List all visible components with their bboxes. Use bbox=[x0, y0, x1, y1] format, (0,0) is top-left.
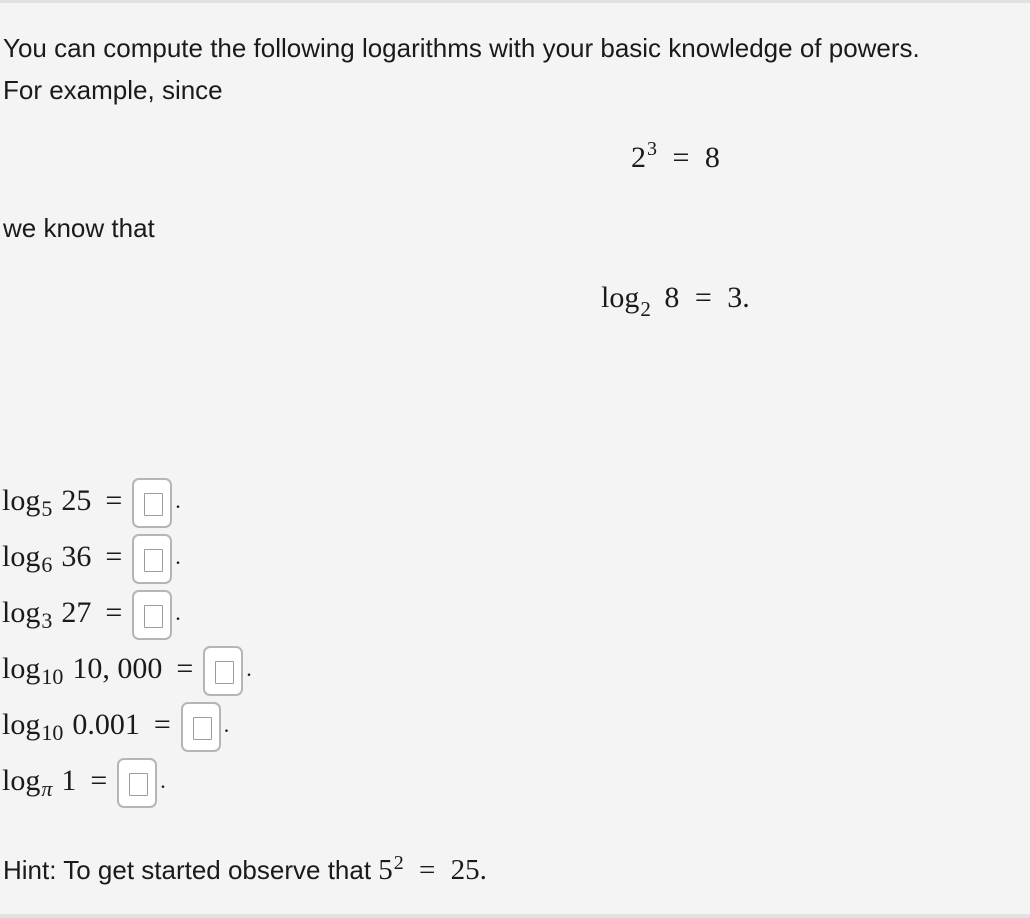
intro-line-1: You can compute the following logarithms with your basic knowledge of powers. bbox=[3, 33, 920, 63]
answer-input-log6-36[interactable] bbox=[132, 534, 172, 584]
example-log-equals: = bbox=[694, 281, 712, 314]
hint-equation bbox=[378, 854, 487, 886]
log-func: log bbox=[2, 484, 41, 517]
log-argument: 1 bbox=[61, 764, 77, 797]
period: . bbox=[160, 768, 166, 793]
answer-input-log10-0001[interactable] bbox=[181, 702, 221, 752]
log-base: π bbox=[41, 776, 53, 801]
equals-sign: = bbox=[105, 484, 123, 517]
problem-row bbox=[2, 529, 181, 585]
hint-base: 5 bbox=[378, 854, 393, 886]
intro-line-2: For example, since bbox=[3, 75, 223, 105]
period: . bbox=[175, 544, 181, 569]
equals-sign: = bbox=[90, 764, 108, 797]
period: . bbox=[223, 712, 230, 737]
equals-sign: = bbox=[105, 596, 123, 629]
example-log-func: log bbox=[601, 281, 640, 314]
example-power-equation bbox=[631, 140, 720, 179]
problem-row bbox=[2, 753, 166, 809]
log-argument: 27 bbox=[61, 596, 92, 629]
top-divider bbox=[0, 0, 1030, 3]
hint-exponent: 2 bbox=[393, 852, 404, 874]
problem-row bbox=[2, 641, 252, 697]
example-log-result: 3. bbox=[727, 281, 750, 314]
answer-input-log5-25[interactable] bbox=[132, 478, 172, 528]
log-base: 10 bbox=[41, 720, 64, 745]
problem-row bbox=[2, 697, 229, 753]
bottom-divider bbox=[0, 914, 1030, 918]
log-base: 10 bbox=[41, 664, 64, 689]
log-func: log bbox=[2, 540, 41, 573]
log-func: log bbox=[2, 652, 41, 685]
log-base: 3 bbox=[41, 608, 53, 633]
equals-sign: = bbox=[176, 652, 194, 685]
example-log-base: 2 bbox=[640, 297, 651, 321]
we-know-that-text: we know that bbox=[3, 213, 155, 243]
log-func: log bbox=[2, 708, 41, 741]
answer-input-log3-27[interactable] bbox=[132, 590, 172, 640]
log-func: log bbox=[2, 596, 41, 629]
answer-input-logpi-1[interactable] bbox=[117, 758, 157, 808]
log-base: 6 bbox=[41, 552, 53, 577]
example-power-equals: = bbox=[672, 141, 690, 174]
hint-text: Hint: To get started observe that bbox=[3, 855, 372, 885]
log-argument: 0.001 bbox=[72, 708, 140, 741]
equals-sign: = bbox=[153, 708, 171, 741]
problem-row bbox=[2, 585, 181, 641]
hint-equals: = bbox=[419, 854, 436, 886]
example-power-base: 2 bbox=[631, 141, 646, 174]
hint bbox=[3, 854, 487, 889]
problem-row bbox=[2, 473, 181, 529]
log-base: 5 bbox=[41, 496, 53, 521]
period: . bbox=[175, 488, 181, 513]
log-argument: 10, 000 bbox=[72, 652, 163, 685]
equals-sign: = bbox=[105, 540, 123, 573]
example-power-exponent: 3 bbox=[647, 138, 657, 160]
period: . bbox=[246, 656, 252, 681]
example-power-result: 8 bbox=[704, 141, 720, 174]
log-argument: 36 bbox=[61, 540, 92, 573]
hint-result: 25. bbox=[450, 854, 487, 886]
example-log-equation bbox=[601, 280, 750, 321]
log-argument: 25 bbox=[61, 484, 92, 517]
answer-input-log10-10000[interactable] bbox=[203, 646, 243, 696]
log-func: log bbox=[2, 764, 41, 797]
example-log-argument: 8 bbox=[664, 281, 680, 314]
period: . bbox=[175, 600, 181, 625]
